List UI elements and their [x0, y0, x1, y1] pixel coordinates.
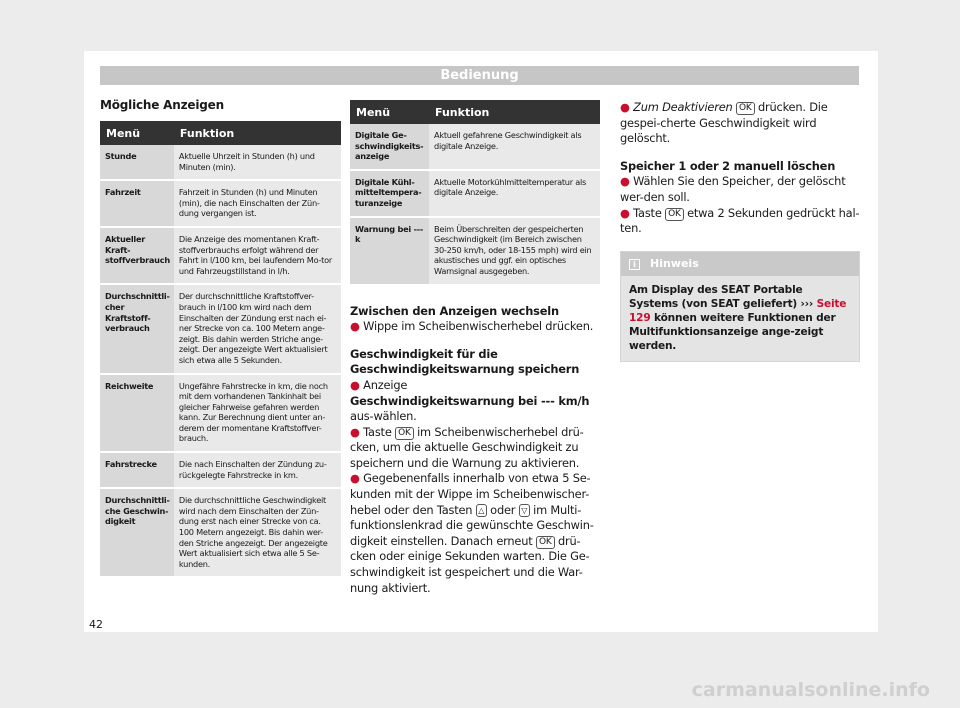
bullet-text: Gegebenenfalls innerhalb von etwa 5 Se-kunden mit der Wippe im Scheibenwischer-hebel oder den Tasten	[350, 471, 591, 517]
table-term: Stunde	[100, 145, 174, 180]
bullet-text: drücken. Die gespei-cherte Geschwindigkeit wird gelöscht.	[620, 100, 828, 146]
ok-key-icon: OK	[395, 427, 414, 440]
ok-key-icon: OK	[536, 536, 555, 549]
table-row	[350, 217, 600, 285]
bullet-text: im Multi-funktionslenkrad die gewünschte Geschwin-digkeit einstellen. Danach erneut	[350, 502, 594, 548]
col-header-menu: Menü	[350, 100, 429, 124]
table-row	[100, 374, 341, 453]
col-header-function: Funktion	[429, 100, 600, 124]
page-reference-link[interactable]: Seite 129	[629, 297, 847, 324]
table-row	[100, 488, 341, 577]
table-desc: Beim Überschreiten der gespeicherten Geschwindigkeit (im Bereich zwischen 30-250 km/h, oder 18-155 mph) wird ein akustisches und ggf. ein optisches Warnsignal ausgegeben.	[429, 217, 600, 285]
table-desc: Aktuelle Uhrzeit in Stunden (h) und Minuten (min).	[174, 145, 341, 180]
heading-save: Geschwindigkeit für die Geschwindigkeitswarnung speichern	[350, 346, 580, 377]
bullet-item	[350, 319, 600, 335]
col-header-function: Funktion	[174, 121, 341, 145]
watermark-text: carmanualsonline.info	[691, 679, 930, 701]
note-title: Hinweis	[650, 256, 699, 270]
page-header-title: Bedienung	[440, 68, 519, 83]
ok-key-icon: OK	[736, 102, 755, 115]
bullet-text: etwa 2 Sekunden gedrückt hal-ten.	[620, 205, 860, 236]
bullet-text: Taste	[363, 424, 392, 439]
table-desc: Aktuell gefahrene Geschwindigkeit als digitale Anzeige.	[429, 124, 600, 170]
bullet-icon: ●	[350, 424, 360, 439]
bullet-item	[350, 378, 600, 425]
table-row	[100, 452, 341, 488]
header-bar	[100, 66, 859, 85]
bullet-text: Anzeige	[363, 377, 408, 392]
table-desc: Die durchschnittliche Geschwindigkeit wird nach dem Einschalten der Zün-dung erst nach einer Strecke von ca. 100 Metern angezeigt. Bis dahin wer-den Striche angezeigt. Der angezeigte Wert aktualisiert sich etwa alle 5 Se-kunden.	[174, 488, 341, 577]
bullet-item	[620, 100, 860, 147]
bullet-text: Wählen Sie den Speicher, der gelöscht wer-den soll.	[620, 174, 846, 204]
table-term: Durchschnittli-che Geschwin-digkeit	[100, 488, 174, 577]
bullet-text: Wippe im Scheibenwischerhebel drücken.	[363, 319, 594, 334]
bullet-bold: Geschwindigkeitswarnung bei --- km/h	[350, 393, 590, 408]
info-icon: i	[629, 259, 640, 270]
table-term: Reichweite	[100, 374, 174, 453]
table-desc: Die Anzeige des momentanen Kraft-stoffverbrauchs erfolgt während der Fahrt in l/100 km, bei laufendem Mo-tor und Fahrzeugstillstand in l/h.	[174, 227, 341, 284]
column-middle	[350, 100, 600, 596]
bullet-icon: ●	[350, 471, 360, 486]
column-right	[620, 100, 860, 362]
table-desc: Aktuelle Motorkühlmitteltemperatur als digitale Anzeige.	[429, 170, 600, 217]
column-left	[100, 98, 341, 578]
section-title: Mögliche Anzeigen	[100, 98, 224, 112]
table-desc: Ungefähre Fahrstrecke in km, die noch mit dem vorhandenen Tankinhalt bei gleicher Fahrweise gefahren werden kann. Zur Berechnung dient unter an-derem der momentane Kraftstoffver-brauch.	[174, 374, 341, 453]
table-term: Fahrzeit	[100, 180, 174, 227]
bullet-icon: ●	[350, 319, 360, 334]
instructions-right	[620, 100, 860, 237]
bullet-icon: ●	[620, 100, 630, 114]
note-header	[621, 252, 859, 276]
bullet-item	[620, 174, 860, 205]
table-term: Aktueller Kraft-stoffverbrauch	[100, 227, 174, 284]
heading-switch: Zwischen den Anzeigen wechseln	[350, 303, 559, 318]
table-row	[100, 145, 341, 180]
bullet-item	[350, 471, 600, 596]
table-term: Fahrstrecke	[100, 452, 174, 488]
bullet-text: drü-cken oder einige Sekunden warten. Die Ge-schwindigkeit ist gespeichert und die War-nung aktiviert.	[350, 533, 590, 595]
bullet-item	[620, 206, 860, 237]
bullet-text: oder	[490, 502, 516, 517]
table-desc: Fahrzeit in Stunden (h) und Minuten (min), die nach Einschalten der Zün-dung vergangen ist.	[174, 180, 341, 227]
table-term: Digitale Ge-schwindigkeits-anzeige	[350, 124, 429, 170]
page-number: 42	[89, 618, 103, 631]
table-term: Durchschnittli-cher Kraftstoff-verbrauch	[100, 284, 174, 373]
down-key-icon: ▽	[519, 504, 530, 517]
heading-memory: Speicher 1 oder 2 manuell löschen	[620, 158, 836, 173]
table-term: Warnung bei --- k	[350, 217, 429, 285]
col-header-menu: Menü	[100, 121, 174, 145]
table-row	[100, 284, 341, 373]
note-text: Am Display des SEAT Portable Systems (von SEAT geliefert) ›››	[629, 283, 814, 310]
display-table-middle	[350, 100, 600, 286]
bullet-icon: ●	[620, 205, 630, 220]
table-row	[350, 124, 600, 170]
instructions-middle	[350, 304, 600, 597]
table-row	[350, 170, 600, 217]
ok-key-icon: OK	[665, 208, 684, 221]
bullet-text: Taste	[633, 205, 662, 220]
table-row	[100, 227, 341, 284]
bullet-icon: ●	[620, 174, 630, 189]
table-desc: Der durchschnittliche Kraftstoffver-brauch in l/100 km wird nach dem Einschalten der Zündung erst nach ei-ner Strecke von ca. 100 Metern ange-zeigt. Bis dahin werden Striche ange-zeigt. Der angezeigte Wert aktualisiert sich etwa alle 5 Sekunden.	[174, 284, 341, 373]
note-body	[621, 276, 859, 361]
display-table-left	[100, 121, 341, 578]
bullet-text: im Scheibenwischerhebel drü-cken, um die aktuelle Geschwindigkeit zu speichern und die Warnung zu aktivieren.	[350, 424, 584, 470]
note-text: können weitere Funktionen der Multifunktionsanzeige ange-zeigt werden.	[629, 311, 836, 352]
table-desc: Die nach Einschalten der Zündung zu-rückgelegte Fahrstrecke in km.	[174, 452, 341, 488]
up-key-icon: △	[476, 504, 487, 517]
bullet-italic: Zum Deaktivieren	[633, 100, 733, 114]
table-row	[100, 180, 341, 227]
bullet-icon: ●	[350, 377, 360, 392]
bullet-item	[350, 425, 600, 472]
table-term: Digitale Kühl-mitteltempera-turanzeige	[350, 170, 429, 217]
bullet-text: aus-wählen.	[350, 409, 417, 424]
note-box	[620, 251, 860, 362]
